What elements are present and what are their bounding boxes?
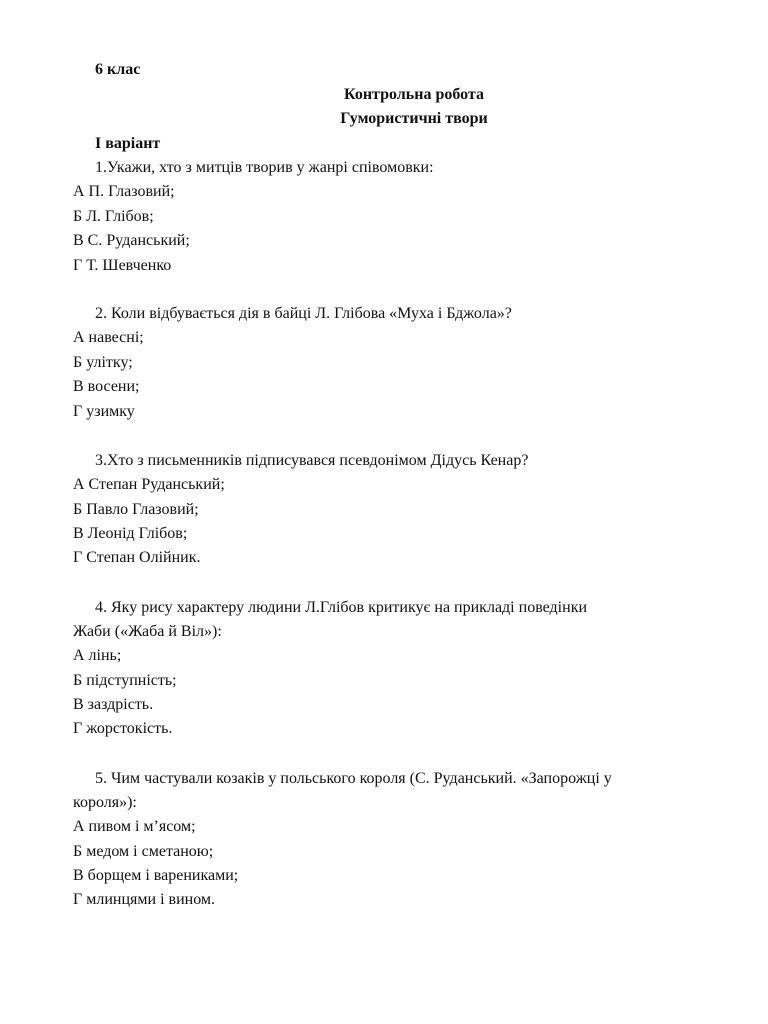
- question-1-option-c: В С. Руданський;: [73, 232, 190, 249]
- question-4-option-c: В заздрість.: [73, 696, 154, 713]
- question-5-text-line-2: короля»):: [73, 794, 137, 811]
- question-4-option-b: Б підступність;: [73, 672, 177, 689]
- question-2-text: 2. Коли відбувається дія в байці Л. Глібова «Муха і Бджола»?: [95, 305, 512, 322]
- question-2-option-c: В восени;: [73, 378, 140, 395]
- question-5-option-d: Г млинцями і вином.: [73, 891, 216, 908]
- question-2-option-b: Б улітку;: [73, 354, 133, 371]
- question-3-option-d: Г Степан Олійник.: [73, 549, 201, 566]
- question-5-text-line-1: 5. Чим частували козаків у польського короля (С. Руданський. «Запорожці у: [95, 770, 612, 787]
- question-2-option-a: А навесні;: [73, 329, 144, 346]
- question-3-option-b: Б Павло Глазовий;: [73, 501, 199, 518]
- question-4-text-line-1: 4. Яку рису характеру людини Л.Глібов критикує на прикладі поведінки: [95, 599, 588, 616]
- question-3-option-c: В Леонід Глібов;: [73, 525, 188, 542]
- question-1-option-a: А П. Глазовий;: [73, 183, 175, 200]
- question-2-option-d: Г узимку: [73, 403, 135, 420]
- question-5-option-b: Б медом і сметаною;: [73, 843, 214, 860]
- question-5-option-a: А пивом і м’ясом;: [73, 818, 196, 835]
- document-title: Контрольна робота: [344, 86, 484, 103]
- question-3-option-a: А Степан Руданський;: [73, 476, 225, 493]
- document-subtitle: Гумористичні твори: [340, 110, 488, 127]
- grade-label: 6 клас: [95, 61, 141, 78]
- question-1-option-b: Б Л. Глібов;: [73, 208, 154, 225]
- question-4-option-a: А лінь;: [73, 647, 122, 664]
- question-1-option-d: Г Т. Шевченко: [73, 257, 172, 274]
- variant-label: І варіант: [95, 135, 161, 152]
- question-3-text: 3.Хто з письменників підписувався псевдонімом Дідусь Кенар?: [95, 452, 529, 469]
- question-4-option-d: Г жорстокість.: [73, 720, 173, 737]
- question-1-text: 1.Укажи, хто з митців творив у жанрі співомовки:: [95, 159, 434, 176]
- question-5-option-c: В борщем і варениками;: [73, 867, 239, 884]
- question-4-text-line-2: Жаби («Жаба й Віл»):: [73, 623, 222, 640]
